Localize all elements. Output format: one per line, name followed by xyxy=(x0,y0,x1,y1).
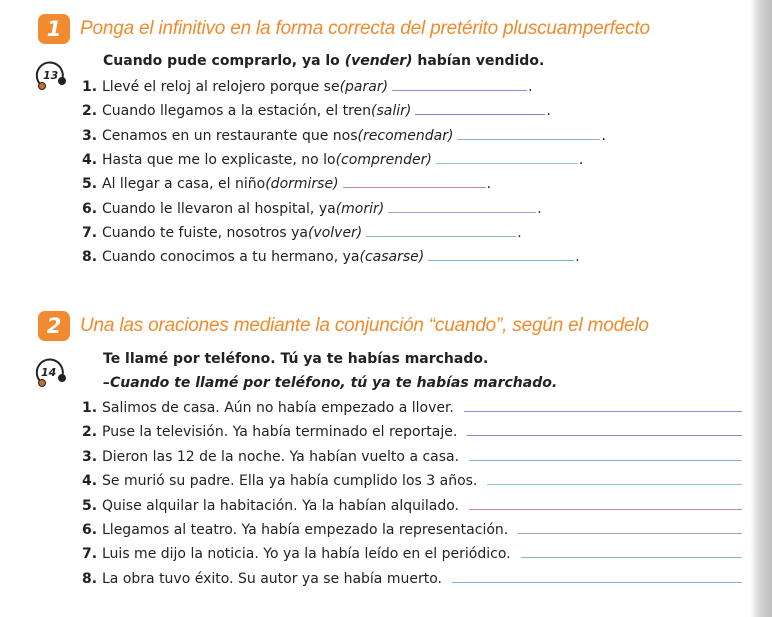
item-number: 2. xyxy=(82,424,98,441)
exercise-item xyxy=(82,152,583,168)
item-period: . xyxy=(486,176,491,193)
answer-blank[interactable] xyxy=(467,434,742,436)
track-number: 14 xyxy=(41,366,57,379)
exercise-item xyxy=(82,449,742,465)
section-number-badge: 2 xyxy=(38,311,70,341)
item-verb: (casarse) xyxy=(359,249,425,266)
section-1-header xyxy=(38,14,650,44)
item-text: Quise alquilar la habitación. Ya la habían alquilado. xyxy=(102,497,460,514)
exercise-item xyxy=(82,522,742,538)
item-number: 5. xyxy=(82,176,98,193)
item-period: . xyxy=(517,224,522,241)
item-text: Cuando conocimos a tu hermano, ya xyxy=(102,249,360,266)
exercise-item xyxy=(82,225,522,241)
answer-blank[interactable] xyxy=(436,162,578,164)
answer-blank[interactable] xyxy=(487,483,742,485)
item-number: 4. xyxy=(82,151,98,168)
item-verb: (dormirse) xyxy=(265,176,339,193)
exercise-item xyxy=(82,79,533,95)
item-verb: (salir) xyxy=(371,103,412,120)
exercise-item xyxy=(82,201,542,217)
answer-blank[interactable] xyxy=(415,113,545,115)
exercise-item xyxy=(82,424,742,440)
answer-blank[interactable] xyxy=(343,186,486,188)
item-number: 4. xyxy=(82,473,98,490)
exercise-item xyxy=(82,546,742,562)
item-number: 3. xyxy=(82,448,98,465)
exercise-item xyxy=(82,571,742,587)
item-period: . xyxy=(575,249,580,266)
item-text: Dieron las 12 de la noche. Ya habían vuelto a casa. xyxy=(102,448,460,465)
item-number: 6. xyxy=(82,522,98,538)
item-text: Llevé el reloj al relojero porque se xyxy=(102,79,340,95)
answer-blank[interactable] xyxy=(518,532,742,534)
audio-track-icon xyxy=(34,355,68,389)
item-verb: (volver) xyxy=(307,224,363,241)
item-text: Cuando te fuiste, nosotros ya xyxy=(102,224,308,241)
example-line-2: –Cuando te llamé por teléfono, tú ya te habías marchado. xyxy=(103,375,558,391)
item-period: . xyxy=(528,79,533,95)
item-verb: (comprender) xyxy=(335,151,432,168)
answer-blank[interactable] xyxy=(366,235,516,237)
item-text: Luis me dijo la noticia. Yo ya la había leído en el periódico. xyxy=(102,546,511,563)
page-edge-shadow xyxy=(750,0,772,617)
section-2-header xyxy=(38,311,649,341)
track-number: 13 xyxy=(43,69,59,82)
answer-blank[interactable] xyxy=(428,259,574,261)
item-verb: (parar) xyxy=(339,79,389,95)
item-text: Llegamos al teatro. Ya había empezado la representación. xyxy=(102,522,509,538)
item-text: Cuando le llevaron al hospital, ya xyxy=(102,200,336,217)
item-text: Cenamos en un restaurante que nos xyxy=(102,127,358,144)
answer-blank[interactable] xyxy=(469,459,742,461)
item-text: Salimos de casa. Aún no había empezado a llover. xyxy=(102,400,454,416)
item-text: Hasta que me lo explicaste, no lo xyxy=(102,151,336,168)
item-number: 8. xyxy=(82,570,98,587)
item-period: . xyxy=(546,103,551,120)
item-number: 8. xyxy=(82,249,98,266)
item-period: . xyxy=(601,127,606,144)
exercise-item xyxy=(82,128,606,144)
item-number: 7. xyxy=(82,546,98,563)
item-text: Se murió su padre. Ella ya había cumplido los 3 años. xyxy=(102,473,478,490)
exercise-item xyxy=(82,176,491,192)
exercise-item xyxy=(82,473,742,489)
answer-blank[interactable] xyxy=(392,89,527,91)
item-verb: (recomendar) xyxy=(357,127,454,144)
section-title: Una las oraciones mediante la conjunción “cuando”, según el modelo xyxy=(80,315,649,336)
exercise-item xyxy=(82,400,742,416)
item-verb: (morir) xyxy=(335,200,385,217)
example-text: Cuando pude comprarlo, ya lo xyxy=(103,53,345,69)
item-text: Cuando llegamos a la estación, el tren xyxy=(102,103,372,120)
item-number: 1. xyxy=(82,400,98,416)
item-text: Al llegar a casa, el niño xyxy=(102,176,266,193)
audio-track-icon xyxy=(34,58,68,92)
answer-blank[interactable] xyxy=(457,138,600,140)
section-title: Ponga el infinitivo en la forma correcta del pretérito pluscuamperfecto xyxy=(80,18,650,39)
item-number: 2. xyxy=(82,103,98,120)
item-number: 6. xyxy=(82,200,98,217)
answer-blank[interactable] xyxy=(452,581,742,583)
answer-blank[interactable] xyxy=(388,211,536,213)
item-text: La obra tuvo éxito. Su autor ya se había muerto. xyxy=(102,570,442,587)
answer-blank[interactable] xyxy=(464,410,742,412)
item-number: 3. xyxy=(82,127,98,144)
item-text: Puse la televisión. Ya había terminado el reportaje. xyxy=(102,424,458,441)
answer-blank[interactable] xyxy=(521,556,742,558)
item-period: . xyxy=(578,151,584,168)
exercise-item xyxy=(82,498,742,514)
section-number-badge: 1 xyxy=(38,14,70,44)
example-answer: habían vendido. xyxy=(412,53,545,69)
exercise-item xyxy=(82,249,580,265)
item-period: . xyxy=(537,200,542,217)
item-number: 5. xyxy=(82,497,98,514)
exercise-item xyxy=(82,103,551,119)
example-line-1: Te llamé por teléfono. Tú ya te habías marchado. xyxy=(103,351,489,367)
answer-blank[interactable] xyxy=(469,508,742,510)
example-verb: (vender) xyxy=(344,53,413,69)
example xyxy=(103,53,544,69)
item-number: 7. xyxy=(82,224,98,241)
item-number: 1. xyxy=(82,79,98,95)
